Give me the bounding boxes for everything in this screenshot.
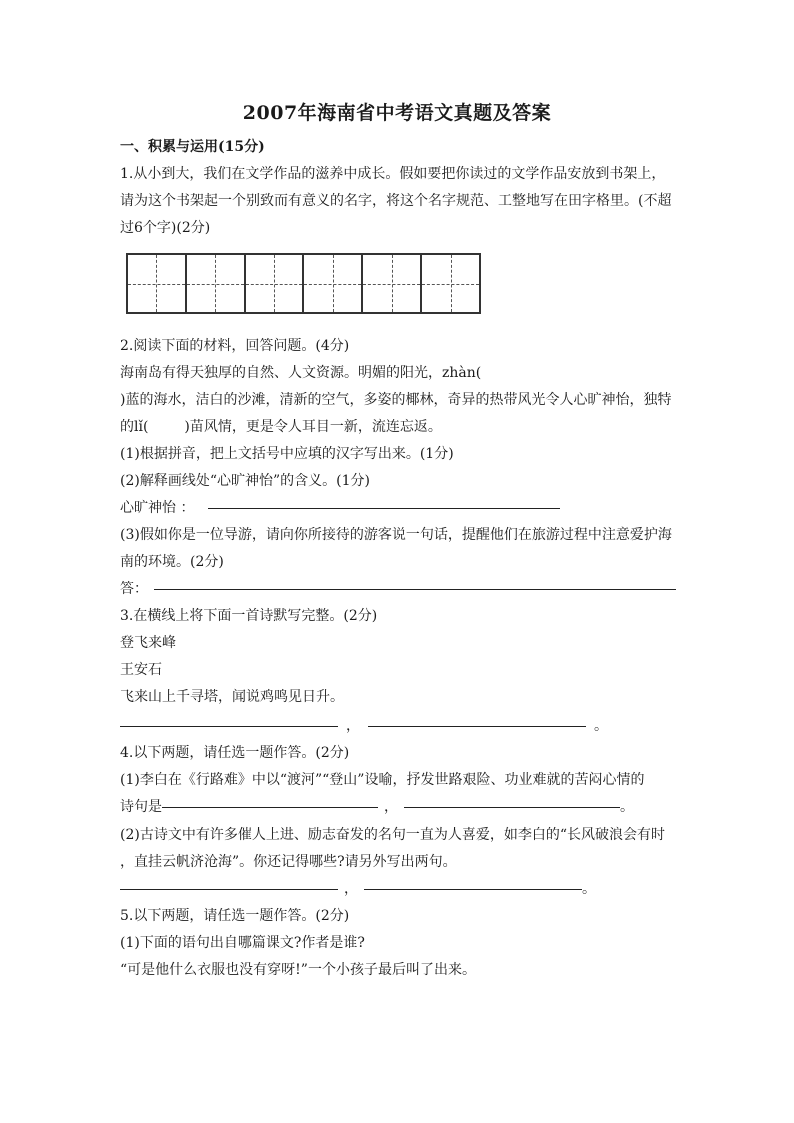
- comma: ，: [344, 881, 358, 897]
- q2-sub3-answer-row: [120, 579, 676, 599]
- answer-line[interactable]: [120, 888, 338, 890]
- q2-sub2: (2)解释画线处“心旷神怡”的含义。(1分): [120, 473, 370, 489]
- q4-sub2-answer-row: [120, 879, 596, 899]
- q4-sub1-line2: 诗句是: [120, 799, 162, 815]
- q2-sub2-label: 心旷神怡 ：: [120, 500, 195, 516]
- q2-passage-line1: 海南岛有得天独厚的自然、人文资源。明媚的阳光，zhàn(: [120, 365, 482, 381]
- q4-sub1-answer-row: [120, 797, 634, 817]
- q2-passage-line3: [120, 417, 442, 437]
- comma: ，: [384, 799, 398, 815]
- answer-line[interactable]: [162, 806, 378, 808]
- q4-sub2-line2: ，直挂云帆济沧海”。你还记得哪些?请另外写出两句。: [120, 854, 457, 870]
- answer-line[interactable]: [120, 725, 338, 727]
- poem-author: 王安石: [120, 662, 162, 678]
- q5-sub1: (1)下面的语句出自哪篇课文?作者是谁?: [120, 935, 365, 951]
- q2-sub3-line1: (3)假如你是一位导游，请向你所接待的游客说一句话，提醒他们在旅游过程中注意爱护海: [120, 527, 672, 543]
- q1-text-line3: 过6个字)(2分): [120, 220, 211, 236]
- q4-sub2-line1: (2)古诗文中有许多催人上进、励志奋发的名句一直为人喜爱，如李白的“长风破浪会有时: [120, 827, 665, 843]
- poem-line1: 飞来山上千寻塔，闻说鸡鸣见日升。: [120, 689, 344, 705]
- q5-heading: 5.以下两题，请任选一题作答。(2分): [120, 908, 350, 924]
- period: 。: [594, 718, 608, 734]
- q5-quote: “可是他什么衣服也没有穿呀!”一个小孩子最后叫了出来。: [120, 962, 476, 978]
- grid-cell[interactable]: [128, 255, 187, 312]
- q3-heading: 3.在横线上将下面一首诗默写完整。(2分): [120, 608, 378, 624]
- period: 。: [620, 799, 634, 815]
- q1-text-line2: 请为这个书架起一个别致而有意义的名字，将这个名字规范、工整地写在田字格里。(不超: [120, 193, 672, 209]
- grid-cell[interactable]: [422, 255, 479, 312]
- q4-sub1-line1: (1)李白在《行路难》中以“渡河”“登山”设喻，抒发世路艰险、功业难就的苦闷心情的: [120, 772, 645, 788]
- tianzige-grid[interactable]: [126, 253, 481, 314]
- q2-sub3-line2: 南的环境。(2分): [120, 554, 224, 570]
- grid-cell[interactable]: [304, 255, 363, 312]
- comma: ，: [346, 718, 360, 734]
- q2-passage-line2: )蓝的海水，洁白的沙滩，清新的空气，多姿的椰林，奇异的热带风光令人心旷神怡，独特: [120, 392, 672, 408]
- grid-cell[interactable]: [187, 255, 246, 312]
- poem-title: 登飞来峰: [120, 635, 176, 651]
- answer-label: 答：: [120, 581, 148, 597]
- q2-sub2-answer-row: [120, 498, 560, 518]
- section-heading: 一、积累与运用(15分): [120, 139, 265, 155]
- answer-line[interactable]: [364, 888, 582, 890]
- period: 。: [582, 881, 596, 897]
- answer-line[interactable]: [208, 507, 560, 509]
- answer-line[interactable]: [368, 725, 586, 727]
- q1-text-line1: 1.从小到大，我们在文学作品的滋养中成长。假如要把你读过的文学作品安放到书架上，: [120, 166, 666, 182]
- page-title: 2007年海南省中考语文真题及答案: [242, 102, 552, 124]
- grid-cell[interactable]: [246, 255, 305, 312]
- q2-heading: 2.阅读下面的材料，回答问题。(4分): [120, 338, 350, 354]
- q2-sub1: (1)根据拼音，把上文括号中应填的汉字写出来。(1分): [120, 446, 454, 462]
- q4-heading: 4.以下两题，请任选一题作答。(2分): [120, 745, 350, 761]
- grid-cell[interactable]: [363, 255, 422, 312]
- q2-passage-line3-start: 的lǐ(: [120, 419, 149, 435]
- q3-answer-row: [120, 716, 608, 736]
- answer-line[interactable]: [154, 588, 676, 590]
- q2-passage-line3-end: )苗风情，更是令人耳目一新，流连忘返。: [184, 419, 442, 435]
- answer-line[interactable]: [404, 806, 620, 808]
